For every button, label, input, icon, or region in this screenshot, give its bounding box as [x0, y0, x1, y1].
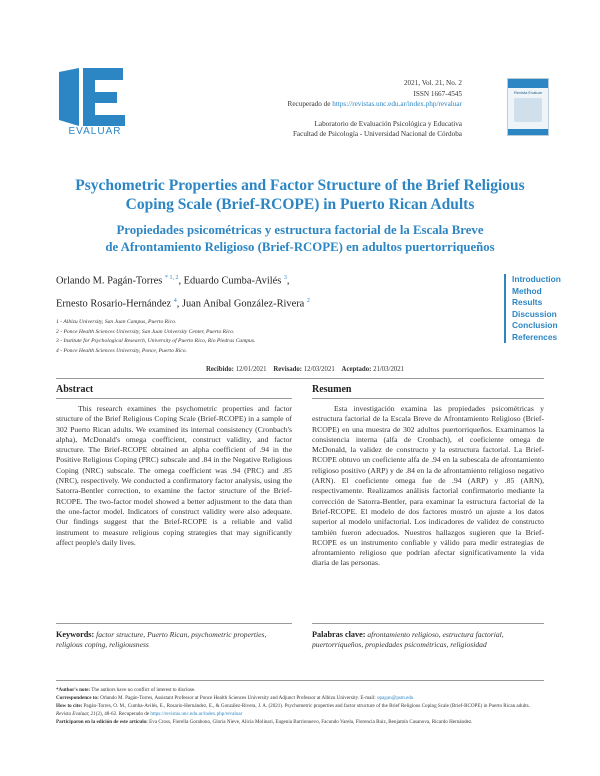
how-to-cite — [56, 702, 546, 718]
abstract-heading: Abstract — [56, 384, 94, 395]
retrieved-prefix: Recuperado de — [287, 100, 333, 108]
accepted-label: Aceptado: — [341, 366, 372, 373]
how-to-cite-text: Pagán-Torres, O. M., Cumba-Avilés, E., Rosario-Hernández, E., & González-Rivera, J. A. (2021). Psychometric properties and factor structure of the Brief Religious Coping Scale (Brief-RCOPE) in Puerto Rican adults. — [83, 703, 530, 710]
keywords-list: factor structure, Puerto Rican, psychometric properties, religious coping, religiousness — [56, 630, 267, 650]
edition-text: Eva Cross, Fiorella Gorabono, Gloria Nieve, Alicia Molinari, Eugenia Barrionuevo, Facundo Varela, Florencia Ruiz, Benjamín Casanova, Ricardo Hernández. — [149, 719, 473, 726]
journal-cover-thumbnail — [507, 78, 549, 136]
author-4: Juan Aníbal González-Rivera — [181, 298, 305, 310]
how-to-cite-journal: Revista Evaluar, 21 — [56, 711, 96, 718]
toc-method[interactable]: Method — [512, 285, 542, 296]
authors-note-label: *Author's note: — [56, 687, 91, 693]
edition-label: Participaron en la edición de este artículo: — [56, 719, 148, 726]
journal-url-link[interactable]: https://revistas.unc.edu.ar/index.php/revaluar — [332, 100, 462, 108]
rule-footnotes — [56, 680, 544, 681]
revised-date: 12/03/2021 — [303, 366, 335, 373]
toc-conclusion[interactable]: Conclusion — [512, 320, 558, 330]
authors-note-text: The authors have no conflict of interest to disclose. — [91, 687, 196, 693]
abstract-text: This research examines the psychometric properties and factor structure of the Brief Religious Coping Scale (Brief-RCOPE) in a sample of 302 Puerto Rican adults. We examined its internal consistency (Cronbach's alpha), McDonald's omega coefficient, construct validity, and factor structure. The Brief-RCOPE obtained an alpha coefficient of .94 in the Positive Religious Coping (PRC) subscale and .84 in the Negative Religious Coping (NRC) subscale. The omega coefficient was .94 (PRC) and .85 (NRC), respectively. We conducted a confirmatory factor analysis, using the Satorra-Bentler correction, to examine the factor structure of the Brief-RCOPE. The two-factor model showed a better adjustment to the data than the one-factor model. Indicators of construct validity were also adequate. Our findings suggest that the Brief-RCOPE is a reliable and valid instrument to measure religious coping strategies that may significantly affect people's daily lives. — [56, 404, 292, 547]
correspondence-text: Orlando M. Pagán-Torres, Assistant Professor at Ponce Health Sciences University and Adjunct Professor at Albizu University. E-mail: — [100, 695, 376, 702]
affiliation-4: 4 - Ponce Health Sciences University, Ponce, Puerto Rico. — [56, 347, 187, 354]
keywords-en — [56, 630, 292, 650]
author-1-affil[interactable]: * 1, 2 — [164, 275, 179, 281]
correspondence-email-link[interactable]: opagan@psm.edu — [376, 695, 414, 702]
cover-footer — [508, 129, 548, 135]
authors-note — [56, 686, 546, 694]
affiliations — [56, 318, 456, 356]
rule-keywords-es — [312, 623, 544, 624]
received-date: 12/01/2021 — [235, 366, 267, 373]
edition-participants — [56, 718, 546, 726]
title-en-line-2: Coping Scale (Brief-RCOPE) in Puerto Rican Adults — [125, 196, 475, 213]
cover-title: Revista Evaluar — [513, 90, 542, 95]
author-3: Ernesto Rosario-Hernández — [56, 298, 172, 310]
accepted-date: 21/03/2021 — [373, 366, 405, 373]
author-sep: , — [176, 298, 182, 310]
toc-references[interactable]: References — [512, 331, 558, 342]
toc-discussion[interactable]: Discussion — [512, 308, 557, 319]
revised-label: Revisado: — [273, 366, 303, 373]
affiliation-3: 3 - Institute for Psychological Research, University of Puerto Rico, Río Piedras Campus. — [56, 338, 256, 345]
retrieved-line — [200, 99, 462, 110]
keywords-es — [312, 630, 544, 650]
palabras-clave-label: Palabras clave: — [312, 630, 366, 639]
affiliation-2: 2 - Ponce Health Sciences University, San Juan University Center, Puerto Rico. — [56, 328, 235, 335]
rule-abstract — [56, 398, 292, 399]
lab-line: Laboratorio de Evaluación Psicológica y Educativa — [314, 119, 462, 128]
author-sep: , — [286, 275, 290, 287]
authors — [56, 268, 456, 315]
correspondence — [56, 694, 546, 702]
dates-line — [100, 366, 510, 373]
affiliation-1: 1 - Albizu University, San Juan Campus, Puerto Rico. — [56, 319, 177, 325]
rule-resumen — [312, 398, 544, 399]
author-2-affil[interactable]: 3 — [283, 275, 287, 281]
title-spanish — [40, 222, 560, 256]
footnotes — [56, 686, 546, 726]
rule-keywords-en — [56, 623, 292, 624]
how-to-cite-label: How to cite: — [56, 703, 83, 710]
correspondence-label: Correspondence to: — [56, 695, 99, 702]
author-2: Eduardo Cumba-Avilés — [183, 275, 282, 287]
resumen-heading: Resumen — [312, 384, 352, 395]
how-to-cite-pages: (2), 48-62. Recuperado de — [95, 711, 150, 718]
toc-results[interactable]: Results — [512, 297, 543, 307]
logo-text: EVALUAR — [68, 126, 122, 137]
authors-line-2 — [56, 291, 456, 314]
faculty-line: Facultad de Psicología - Universidad Nacional de Córdoba — [292, 130, 462, 138]
title-english — [40, 176, 560, 214]
resumen-text: Esta investigación examina las propiedades psicométricas y estructura factorial de la Escala Breve de Afrontamiento Religioso (Brief-RCOPE) en una muestra de 302 adultos puertorriqueños. Examinamos la consistencia interna (alfa de Cronbach), el coeficiente omega de McDonald, la validez de constructo y la estructura factorial. La Brief-RCOPE obtuvo un coeficiente alfa de .94 en la subescala de afrontamiento religioso positivo (ARP) y de .84 en la de afrontamiento religioso negativo (ARN). El coeficiente omega fue de .94 (ARP) y .85 (ARN), respectivamente. Realizamos análisis factorial confirmatorio mediante la corrección de Satorra-Bentler, para examinar la estructura factorial de la Brief-RCOPE. El modelo de dos factores mostró un ajuste a los datos superior al modelo unifactorial. Los indicadores de validez de constructo también fueron adecuados. Nuestros hallazgos sugieren que la Brief-RCOPE es un instrumento confiable y válido para medir estrategias de afrontamiento religioso que podrían afectar significativamente la vida diaria de las personas. — [312, 404, 544, 568]
table-of-contents — [504, 274, 582, 343]
how-to-cite-url-link[interactable]: https://revistas.unc.edu.ar/index.php/revaluar — [150, 711, 243, 718]
keywords-label: Keywords: — [56, 630, 95, 639]
author-sep: , — [178, 275, 184, 287]
journal-info — [200, 78, 462, 140]
author-1: Orlando M. Pagán-Torres — [56, 275, 163, 287]
toc-introduction[interactable]: Introduction — [512, 274, 561, 284]
issn: ISSN 1667-4545 — [413, 89, 462, 98]
volume-line: 2021, Vol. 21, No. 2 — [403, 79, 462, 87]
rule-top — [56, 378, 544, 379]
title-es-line-1: Propiedades psicométricas y estructura factorial de la Escala Breve — [116, 223, 484, 237]
palabras-clave-list: afrontamiento religioso, estructura factorial, puertorriqueños, propiedades psicométricas, religiosidad — [312, 630, 504, 650]
received-label: Recibido: — [205, 366, 234, 373]
title-en-line-1: Psychometric Properties and Factor Structure of the Brief Religious — [75, 177, 525, 194]
title-es-line-2: de Afrontamiento Religioso (Brief-RCOPE) en adultos puertorriqueños — [105, 240, 495, 254]
author-4-affil[interactable]: 2 — [306, 298, 310, 305]
cover-band — [508, 79, 548, 88]
cover-image — [514, 98, 542, 122]
authors-line-1 — [56, 268, 456, 291]
author-3-affil[interactable]: 4 — [173, 298, 177, 305]
